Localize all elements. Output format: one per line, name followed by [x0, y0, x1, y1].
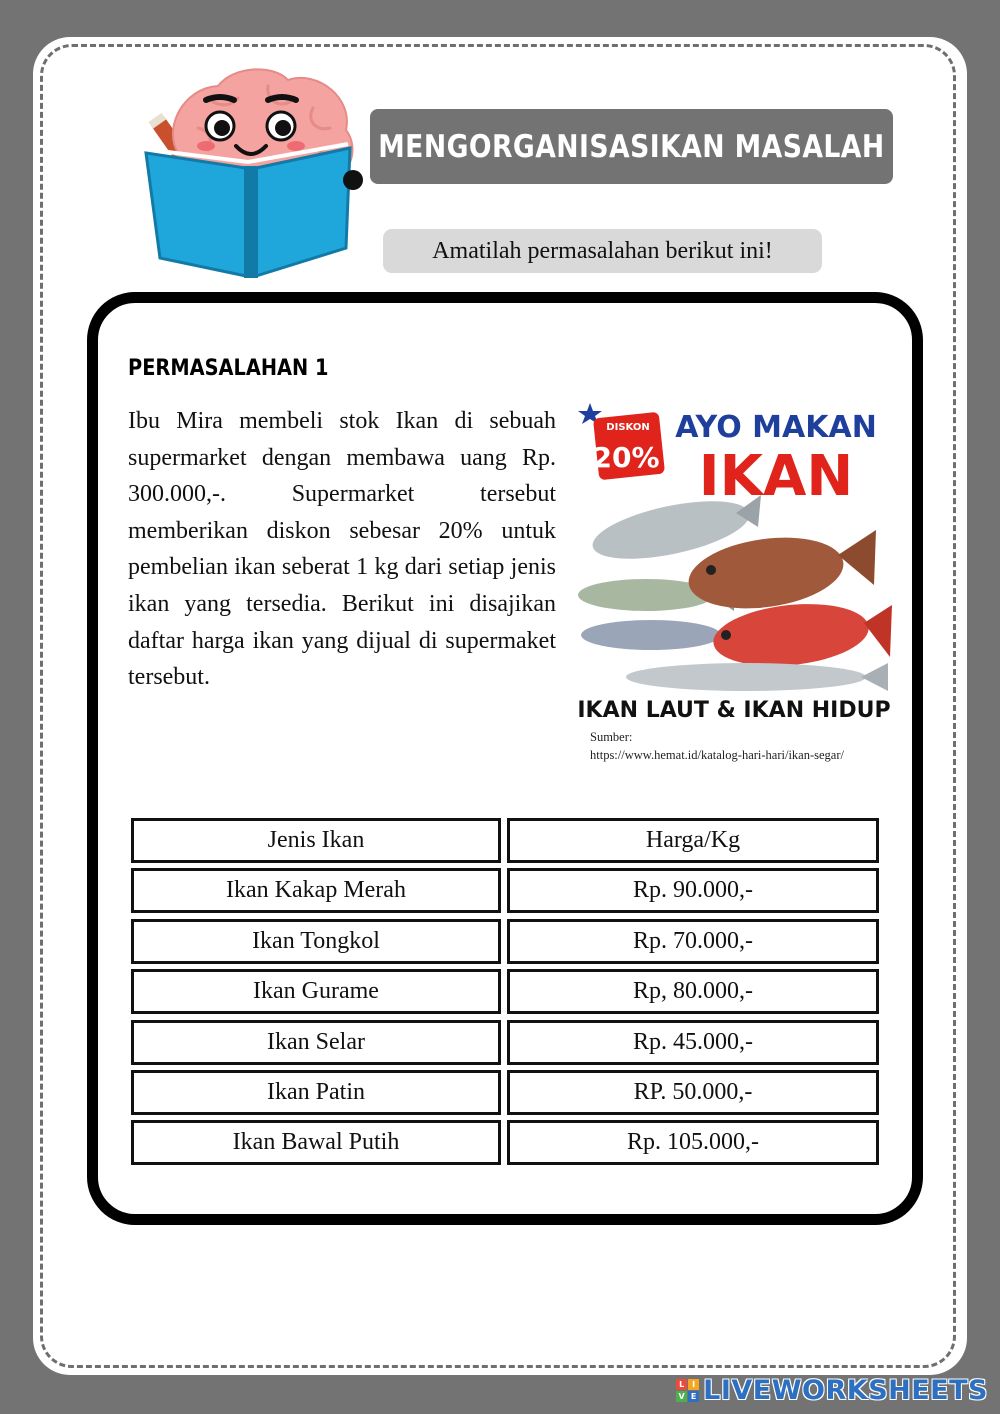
- instruction-box: [383, 229, 822, 273]
- table-row: [131, 1020, 879, 1065]
- instruction-text: Amatilah permasalahan berikut ini!: [432, 237, 773, 264]
- fish-name-cell: Ikan Tongkol: [131, 919, 501, 964]
- fish-price-cell: Rp. 70.000,-: [507, 919, 879, 964]
- price-table: [131, 818, 879, 1171]
- table-row: [131, 919, 879, 964]
- fish-price-cell: Rp, 80.000,-: [507, 969, 879, 1014]
- brain-reading-book-icon: [138, 58, 368, 280]
- watermark-text: LIVEWORKSHEETS: [703, 1375, 988, 1406]
- image-source: [590, 728, 910, 764]
- liveworksheets-logo-icon: L I V E: [676, 1379, 699, 1402]
- fish-name-cell: Ikan Patin: [131, 1070, 501, 1115]
- fish-price-cell: Rp. 90.000,-: [507, 868, 879, 913]
- header-price: Harga/Kg: [507, 818, 879, 863]
- fish-name-cell: Ikan Bawal Putih: [131, 1120, 501, 1165]
- table-row: [131, 868, 879, 913]
- liveworksheets-watermark[interactable]: [676, 1375, 988, 1406]
- problem-heading: PERMASALAHAN 1: [128, 356, 329, 381]
- table-row: [131, 969, 879, 1014]
- header-fish-type: Jenis Ikan: [131, 818, 501, 863]
- fish-name-cell: Ikan Kakap Merah: [131, 868, 501, 913]
- promo-badge-value: 20%: [592, 441, 660, 474]
- promo-footer: IKAN LAUT & IKAN HIDUP: [577, 698, 891, 722]
- promo-headline-2: IKAN: [698, 444, 854, 509]
- promo-badge-label: DISKON: [606, 422, 650, 433]
- promo-headline-1: AYO MAKAN: [675, 410, 877, 445]
- table-row: [131, 1120, 879, 1165]
- table-header-row: [131, 818, 879, 863]
- section-title-box: [370, 109, 893, 184]
- fish-name-cell: Ikan Selar: [131, 1020, 501, 1065]
- source-url: https://www.hemat.id/katalog-hari-hari/ikan-segar/: [590, 748, 844, 762]
- fish-promo-image: [576, 395, 893, 722]
- table-row: [131, 1070, 879, 1115]
- source-label: Sumber:: [590, 730, 633, 744]
- fish-price-cell: Rp. 105.000,-: [507, 1120, 879, 1165]
- fish-price-cell: Rp. 45.000,-: [507, 1020, 879, 1065]
- problem-body: Ibu Mira membeli stok Ikan di sebuah supermarket dengan membawa uang Rp. 300.000,-. Supermarket tersebut memberikan diskon sebesar 20% untuk pembelian ikan seberat 1 kg dari setiap jenis ikan yang tersedia. Berikut ini disajikan daftar harga ikan yang dijual di supermaket tersebut.: [128, 408, 556, 691]
- fish-name-cell: Ikan Gurame: [131, 969, 501, 1014]
- fish-price-cell: RP. 50.000,-: [507, 1070, 879, 1115]
- section-title: MENGORGANISASIKAN MASALAH: [378, 128, 885, 165]
